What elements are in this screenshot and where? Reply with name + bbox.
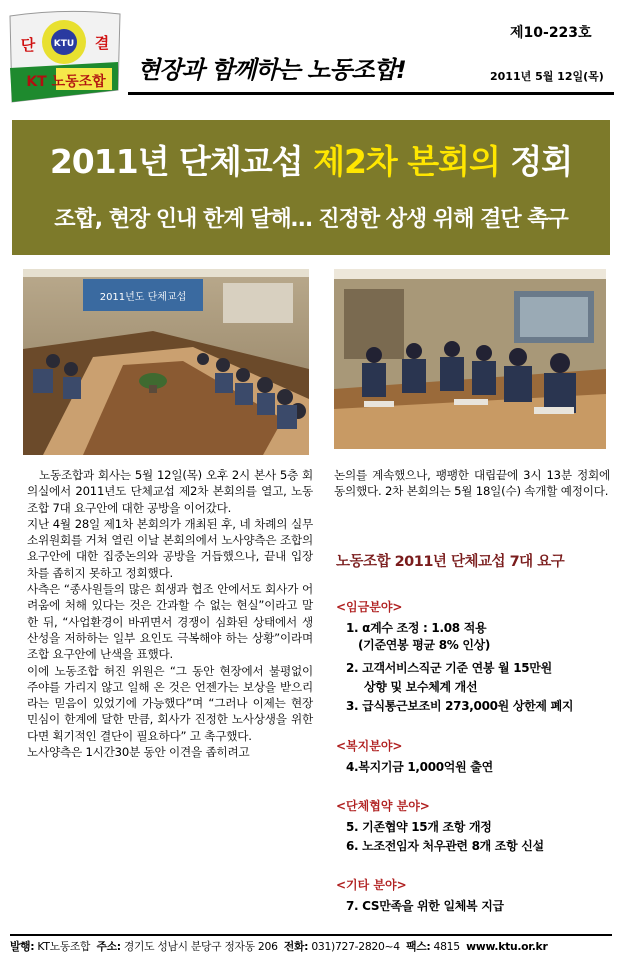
meeting-photo-left (23, 269, 309, 455)
logo-left-char: 단 (20, 36, 36, 54)
headline-banner (12, 120, 610, 255)
demand-item: 2. 고객서비스직군 기준 연봉 월 15만원 (346, 661, 552, 675)
header-divider (128, 92, 614, 95)
fax-label: 팩스: (406, 940, 431, 953)
photo-banner-text: 2011년도 단체교섭 (99, 292, 187, 303)
publisher-label: 발행: (10, 940, 35, 953)
phone: 031)727-2820~4 (308, 940, 400, 953)
article-paragraph: 노동조합과 회사는 5월 12일(목) 오후 2시 본사 5층 회의실에서 2011년도 단체교섭 제2차 본회의를 열고, 노동조합 7대 요구안에 대한 공방을 이어갔다. (27, 468, 313, 515)
website-link[interactable]: www.ktu.or.kr (466, 940, 548, 953)
address-label: 주소: (96, 940, 121, 953)
headline (12, 136, 610, 183)
headline-highlight: 제2차 본회의 (313, 142, 500, 181)
demand-item: 1. α계수 조정 : 1.08 적용 (346, 621, 487, 635)
logo-band-text: KT 노동조합 (26, 74, 106, 90)
logo-emblem-text: KTU (53, 39, 75, 49)
article-paragraph: 이에 노동조합 허진 위원은 “그 동안 현장에서 불평없이 주야를 가리지 않고 일해 온 것은 언젠가는 보상을 받으리라는 믿음이 있었기에 가능했다”며 “그러나 이제는 현장 민심이 한계에 달한 만큼, 회사가 진정한 노사상생을 위한다면 획기적인 결단이 필요하다” 고 촉구했다. (27, 663, 313, 743)
demand-item: 7. CS만족을 위한 일체복 지급 (346, 899, 504, 913)
union-logo (6, 6, 124, 110)
article-body-left (27, 467, 313, 760)
article-body-right: 논의를 계속했으나, 팽팽한 대립끝에 3시 13분 정회에 동의했다. 2차 본회의는 5월 18일(수) 속개할 예정이다. (334, 468, 610, 499)
headline-part-1: 2011년 단체교섭 (49, 142, 314, 181)
address: 경기도 성남시 분당구 정자동 206 (120, 940, 278, 953)
demand-item: 상향 및 보수체계 개선 (364, 680, 478, 694)
article-paragraph: 지난 4월 28일 제1차 본회의가 개최된 후, 네 차례의 실무소위원회를 거쳐 열린 이날 본회의에서 노사양측은 조합의 요구안에 대한 집중논의와 공방을 거듭했으나, 끝내 입장차를 좁히지 못하고 정회했다. (27, 516, 313, 580)
section-welfare: <복지분야> (336, 739, 403, 753)
demand-item: 4.복지기금 1,000억원 출연 (346, 760, 493, 774)
meeting-photo-right (334, 269, 606, 449)
fax: 4815 (430, 940, 460, 953)
demand-item: 3. 급식통근보조비 273,000원 상한제 폐지 (346, 699, 574, 713)
section-agreement: <단체협약 분야> (336, 799, 430, 813)
newsletter-slogan: 현장과 함께하는 노동조합! (137, 56, 406, 84)
headline-part-3: 정회 (499, 142, 573, 181)
logo-right-char: 결 (94, 34, 110, 52)
demand-item: (기준연봉 평균 8% 인상) (358, 638, 491, 652)
footer-divider (10, 934, 612, 936)
section-wage: <임금분야> (336, 600, 403, 614)
issue-number: 제10-223호 (510, 25, 592, 41)
article-paragraph: 노사양측은 1시간30분 동안 이견을 좁히려고 (27, 745, 250, 760)
subheadline: 조합, 현장 인내 한계 달해… 진정한 상생 위해 결단 촉구 (54, 207, 568, 232)
demand-item: 5. 기존협약 15개 조항 개정 (346, 820, 492, 834)
section-other: <기타 분야> (336, 878, 407, 892)
demands-title: 노동조합 2011년 단체교섭 7대 요구 (336, 554, 565, 570)
footer (10, 939, 614, 954)
publisher: KT노동조합 (34, 940, 91, 953)
issue-date: 2011년 5월 12일(목) (490, 70, 604, 83)
article-paragraph: 사측은 “종사원들의 많은 희생과 협조 안에서도 회사가 어려움에 처해 있다는 것은 간과할 수 없는 현실”이라고 말한 뒤, “사업환경이 바뀌면서 경쟁이 심화된 상태에서 생산성을 저하하는 일부 요인도 극복해야 하는 상황”이라며 조합 요구안에 난색을 표했다. (27, 582, 313, 662)
phone-label: 전화: (283, 940, 309, 953)
demand-item: 6. 노조전임자 처우관련 8개 조항 신설 (346, 839, 544, 853)
